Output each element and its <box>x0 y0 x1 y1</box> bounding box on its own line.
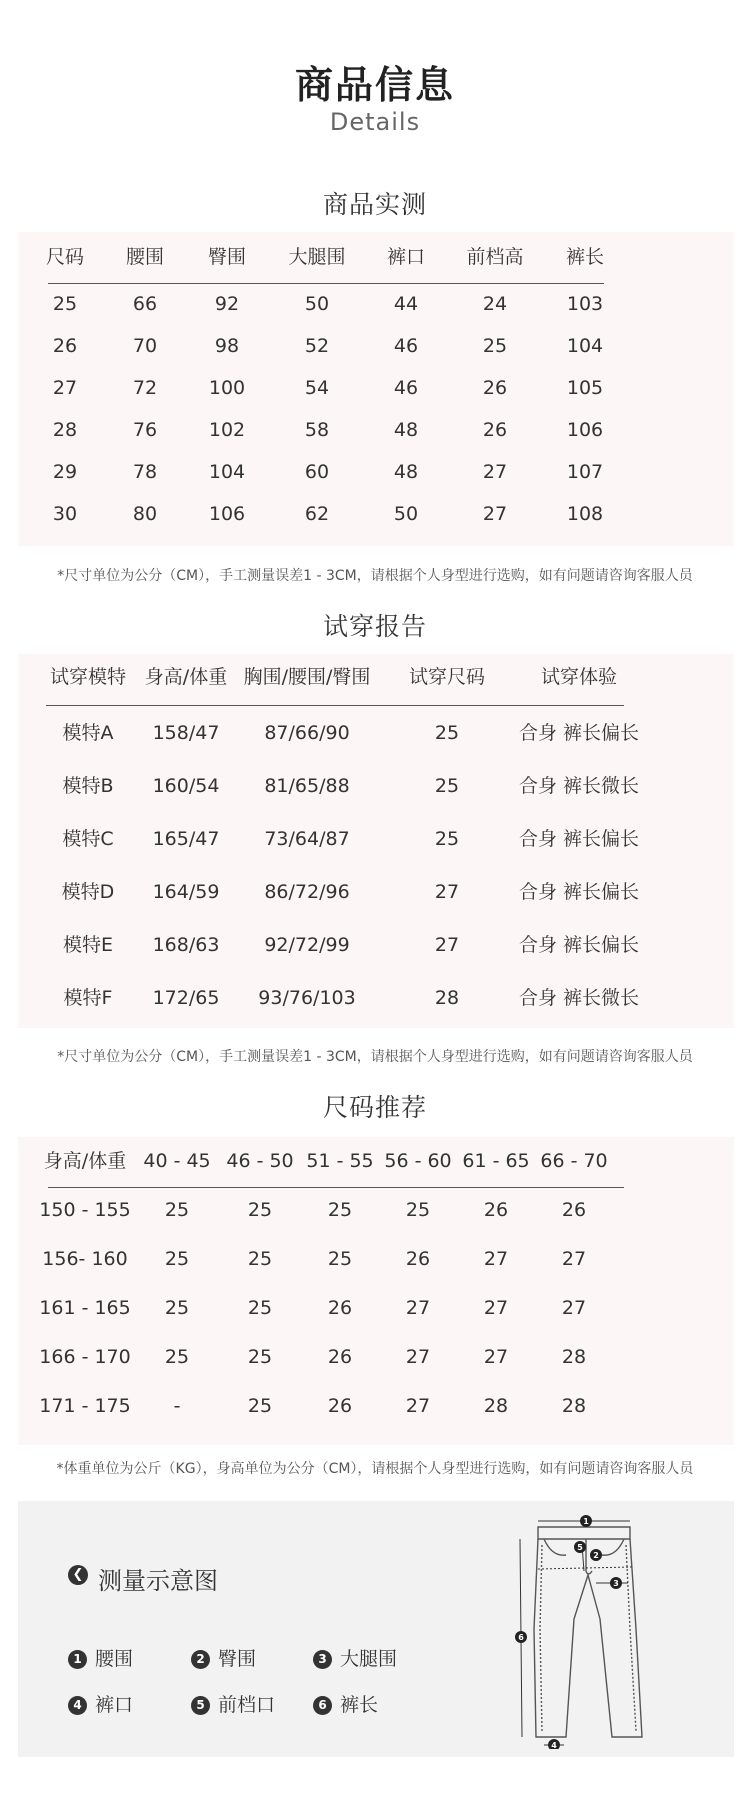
table-cell: 合身 裤长偏长 <box>518 722 640 744</box>
table-cell: 28 <box>561 1346 587 1368</box>
table-row <box>18 368 734 408</box>
table-cell: 27 <box>405 1346 431 1368</box>
table-cell: 60 <box>304 461 330 483</box>
header-divider <box>48 1187 624 1188</box>
table-cell: 25 <box>482 335 508 357</box>
table-cell: 164/59 <box>152 881 220 903</box>
table-cell: 27 <box>482 503 508 525</box>
table-cell: 156- 160 <box>42 1248 128 1270</box>
table-cell: 50 <box>393 503 419 525</box>
table-cell: 26 <box>405 1248 431 1270</box>
table-header-row <box>18 1141 734 1181</box>
measurements-note: *尺寸单位为公分（CM），手工测量误差1 - 3CM，请根据个人身型进行选购，如有问题请咨询客服人员 <box>57 568 693 584</box>
table-cell: 28 <box>561 1395 587 1417</box>
marker-6-label: 6 <box>518 1633 524 1642</box>
table-cell: 62 <box>304 503 330 525</box>
table-cell: 160/54 <box>152 775 220 797</box>
table-cell: 100 <box>208 377 246 399</box>
table-cell: 105 <box>566 377 604 399</box>
table-cell: 25 <box>247 1199 273 1221</box>
table-cell: 25 <box>52 293 78 315</box>
legend-num: 1 <box>68 1650 87 1669</box>
table-cell: 合身 裤长偏长 <box>518 828 640 850</box>
table-cell: 25 <box>434 828 460 850</box>
table-cell: 28 <box>434 987 460 1009</box>
table-cell: 58 <box>304 419 330 441</box>
table-row <box>18 326 734 366</box>
table-row <box>18 713 734 753</box>
table-row <box>18 978 734 1018</box>
column-header: 裤口 <box>386 246 426 268</box>
column-header: 试穿体验 <box>540 666 618 688</box>
legend-label: 裤口 <box>95 1694 134 1716</box>
column-header: 身高/体重 <box>144 666 228 688</box>
legend-num: 6 <box>313 1696 332 1715</box>
table-cell: 28 <box>52 419 78 441</box>
table-cell: 25 <box>164 1346 190 1368</box>
table-cell: 171 - 175 <box>39 1395 131 1417</box>
table-cell: 102 <box>208 419 246 441</box>
table-row <box>18 452 734 492</box>
table-cell: 25 <box>327 1199 353 1221</box>
table-cell: 26 <box>327 1297 353 1319</box>
table-cell: 27 <box>483 1297 509 1319</box>
table-cell: 25 <box>247 1248 273 1270</box>
table-cell: 168/63 <box>152 934 220 956</box>
table-cell: 27 <box>405 1395 431 1417</box>
table-cell: 模特B <box>62 775 114 797</box>
table-cell: 25 <box>164 1297 190 1319</box>
table-row <box>18 819 734 859</box>
table-cell: 50 <box>304 293 330 315</box>
column-header: 40 - 45 <box>143 1150 211 1172</box>
table-cell: - <box>173 1395 181 1417</box>
table-row <box>18 410 734 450</box>
legend-label: 裤长 <box>340 1694 379 1716</box>
column-header: 前档高 <box>466 246 524 268</box>
legend-item-4 <box>68 1690 133 1717</box>
table-cell: 26 <box>482 377 508 399</box>
table-cell: 166 - 170 <box>39 1346 131 1368</box>
table-cell: 92/72/99 <box>264 934 350 956</box>
table-row <box>18 872 734 912</box>
table-cell: 28 <box>483 1395 509 1417</box>
table-cell: 27 <box>483 1346 509 1368</box>
pants-waistband <box>538 1527 630 1539</box>
column-header: 56 - 60 <box>384 1150 452 1172</box>
table-cell: 24 <box>482 293 508 315</box>
page-title: 商品信息 <box>294 63 455 107</box>
table-cell: 73/64/87 <box>264 828 350 850</box>
table-cell: 103 <box>566 293 604 315</box>
table-cell: 模特F <box>63 987 113 1009</box>
table-row <box>18 1239 734 1279</box>
legend-item-6 <box>313 1690 378 1717</box>
table-cell: 172/65 <box>152 987 220 1009</box>
table-row <box>18 1386 734 1426</box>
legend-label: 臀围 <box>218 1648 257 1670</box>
measure-markers <box>515 1515 622 1749</box>
column-header: 腰围 <box>125 246 165 268</box>
table-cell: 25 <box>247 1297 273 1319</box>
table-cell: 模特E <box>62 934 114 956</box>
table-cell: 93/76/103 <box>258 987 356 1009</box>
table-header-row <box>18 237 734 277</box>
marker-3-label: 3 <box>613 1579 619 1588</box>
table-row <box>18 284 734 324</box>
table-cell: 104 <box>208 461 246 483</box>
table-cell: 26 <box>52 335 78 357</box>
table-cell: 合身 裤长偏长 <box>518 934 640 956</box>
table-cell: 27 <box>561 1297 587 1319</box>
recommend-note: *体重单位为公斤（KG），身高单位为公分（CM），请根据个人身型进行选购，如有问题请咨询客服人员 <box>56 1461 694 1477</box>
legend-item-2 <box>191 1644 256 1671</box>
table-cell: 26 <box>483 1199 509 1221</box>
table-row <box>18 494 734 534</box>
marker-5-label: 5 <box>577 1543 583 1552</box>
legend-item-5 <box>191 1690 275 1717</box>
table-cell: 模特A <box>62 722 114 744</box>
table-cell: 107 <box>566 461 604 483</box>
table-cell: 92 <box>214 293 240 315</box>
recommend-title: 尺码推荐 <box>322 1093 427 1122</box>
table-cell: 44 <box>393 293 419 315</box>
legend-num: 5 <box>191 1696 210 1715</box>
table-cell: 106 <box>566 419 604 441</box>
marker-4-label: 4 <box>551 1741 557 1749</box>
table-cell: 25 <box>247 1346 273 1368</box>
table-cell: 29 <box>52 461 78 483</box>
table-cell: 54 <box>304 377 330 399</box>
table-cell: 25 <box>327 1248 353 1270</box>
table-cell: 模特D <box>61 881 115 903</box>
table-cell: 25 <box>247 1395 273 1417</box>
table-cell: 78 <box>132 461 158 483</box>
table-cell: 80 <box>132 503 158 525</box>
table-cell: 70 <box>132 335 158 357</box>
legend-num: 2 <box>191 1650 210 1669</box>
table-cell: 27 <box>482 461 508 483</box>
table-cell: 25 <box>434 775 460 797</box>
table-cell: 72 <box>132 377 158 399</box>
table-cell: 27 <box>434 881 460 903</box>
table-cell: 27 <box>405 1297 431 1319</box>
marker-2-label: 2 <box>593 1551 599 1560</box>
column-header: 身高/体重 <box>43 1150 127 1172</box>
table-row <box>18 1337 734 1377</box>
table-cell: 30 <box>52 503 78 525</box>
table-cell: 27 <box>561 1248 587 1270</box>
table-cell: 27 <box>483 1248 509 1270</box>
legend-label: 大腿围 <box>340 1648 398 1670</box>
table-cell: 合身 裤长微长 <box>518 987 640 1009</box>
table-cell: 48 <box>393 461 419 483</box>
diagram-panel <box>18 1501 734 1757</box>
column-header: 66 - 70 <box>540 1150 608 1172</box>
diagram-title: 测量示意图 <box>98 1567 218 1595</box>
back-chevron-icon[interactable]: ❮ <box>68 1565 88 1585</box>
table-row <box>18 1190 734 1230</box>
column-header: 胸围/腰围/臀围 <box>243 666 371 688</box>
legend-item-3 <box>313 1644 397 1671</box>
table-header-row <box>18 657 734 697</box>
legend-label: 前档口 <box>218 1694 276 1716</box>
table-row <box>18 1288 734 1328</box>
marker-1-label: 1 <box>583 1517 589 1526</box>
column-header: 臀围 <box>207 246 247 268</box>
measurements-table <box>18 232 734 546</box>
column-header: 大腿围 <box>288 246 346 268</box>
pants-diagram <box>508 1509 668 1749</box>
column-header: 试穿尺码 <box>408 666 486 688</box>
legend-item-1 <box>68 1644 133 1671</box>
table-cell: 150 - 155 <box>39 1199 131 1221</box>
table-cell: 合身 裤长偏长 <box>518 881 640 903</box>
recommend-table <box>18 1137 734 1445</box>
table-cell: 76 <box>132 419 158 441</box>
table-cell: 25 <box>164 1248 190 1270</box>
column-header: 试穿模特 <box>49 666 127 688</box>
column-header: 61 - 65 <box>462 1150 530 1172</box>
column-header: 裤长 <box>565 246 605 268</box>
table-cell: 98 <box>214 335 240 357</box>
table-cell: 161 - 165 <box>39 1297 131 1319</box>
table-cell: 25 <box>164 1199 190 1221</box>
legend-num: 3 <box>313 1650 332 1669</box>
table-cell: 158/47 <box>152 722 220 744</box>
tryon-note: *尺寸单位为公分（CM），手工测量误差1 - 3CM，请根据个人身型进行选购，如有问题请咨询客服人员 <box>57 1049 693 1065</box>
table-cell: 26 <box>327 1395 353 1417</box>
table-cell: 25 <box>434 722 460 744</box>
table-cell: 25 <box>405 1199 431 1221</box>
legend-num: 4 <box>68 1696 87 1715</box>
table-cell: 87/66/90 <box>264 722 350 744</box>
table-cell: 66 <box>132 293 158 315</box>
table-row <box>18 766 734 806</box>
column-header: 46 - 50 <box>226 1150 294 1172</box>
table-cell: 104 <box>566 335 604 357</box>
table-cell: 52 <box>304 335 330 357</box>
table-cell: 46 <box>393 377 419 399</box>
column-header: 51 - 55 <box>306 1150 374 1172</box>
table-cell: 165/47 <box>152 828 220 850</box>
table-cell: 108 <box>566 503 604 525</box>
table-cell: 48 <box>393 419 419 441</box>
table-cell: 27 <box>434 934 460 956</box>
table-cell: 模特C <box>62 828 114 850</box>
table-cell: 86/72/96 <box>264 881 350 903</box>
page-subtitle: Details <box>329 108 421 136</box>
table-cell: 26 <box>561 1199 587 1221</box>
legend-label: 腰围 <box>95 1648 134 1670</box>
header-divider <box>46 705 624 706</box>
table-cell: 81/65/88 <box>264 775 350 797</box>
table-cell: 27 <box>52 377 78 399</box>
tryon-title: 试穿报告 <box>322 612 427 641</box>
table-cell: 26 <box>482 419 508 441</box>
table-row <box>18 925 734 965</box>
table-cell: 26 <box>327 1346 353 1368</box>
measurements-title: 商品实测 <box>322 190 427 219</box>
column-header: 尺码 <box>45 246 85 268</box>
table-cell: 合身 裤长微长 <box>518 775 640 797</box>
tryon-table <box>18 654 734 1028</box>
table-cell: 46 <box>393 335 419 357</box>
table-cell: 106 <box>208 503 246 525</box>
